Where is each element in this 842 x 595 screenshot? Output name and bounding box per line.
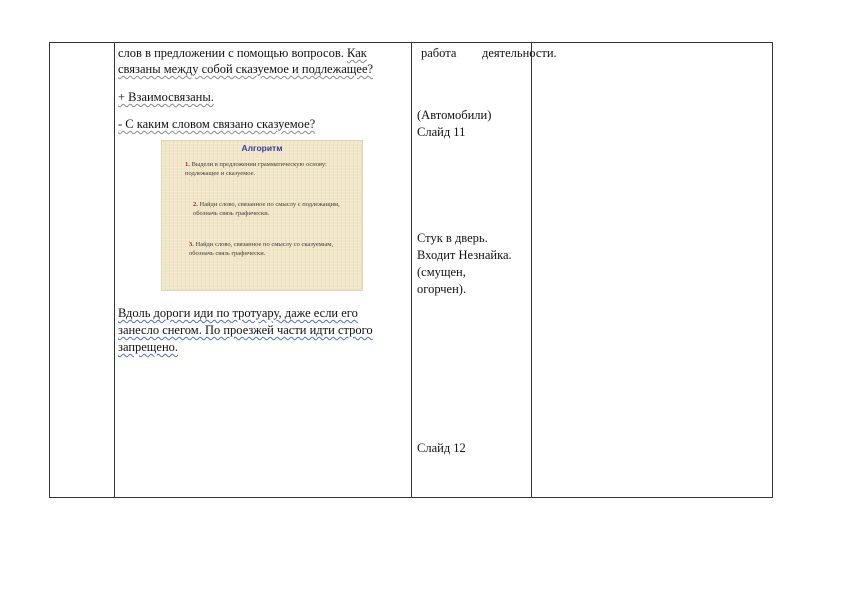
algorithm-step-3 — [189, 240, 349, 258]
algorithm-slide-image — [161, 140, 363, 291]
algorithm-step-2 — [193, 200, 345, 218]
lesson-text-line-1 — [118, 45, 367, 61]
answer-text: + Взаимосвязаны. — [118, 90, 214, 104]
table-col-border-2 — [114, 42, 115, 498]
slide-11-label: Слайд 11 — [417, 125, 466, 139]
algorithm-step-number: 3. — [189, 241, 194, 248]
question-text: - С каким словом связано сказуемое? — [118, 117, 316, 131]
mood-note-2: огорчен). — [417, 282, 467, 296]
cars-note: (Автомобили) — [417, 108, 492, 122]
enters-note: Входит Незнайка. — [417, 248, 512, 262]
slide-12-label: Слайд 12 — [417, 441, 466, 455]
algorithm-step-number: 2. — [193, 201, 198, 208]
rule-text-line-2: занесло снегом. По проезжей части идти строго — [118, 323, 373, 337]
algorithm-title: Алгоритм — [241, 143, 283, 153]
table-col-border-4 — [531, 42, 532, 498]
algorithm-step-1 — [185, 160, 345, 178]
lesson-text-plain: слов в предложении с помощью вопросов. — [118, 46, 348, 60]
table-col-border-1 — [49, 42, 50, 498]
algorithm-step-number: 1. — [185, 161, 190, 168]
activity-label: деятельности. — [482, 46, 557, 60]
table-col-border-5 — [772, 42, 773, 498]
algorithm-step-text: Найди слово, связанное по смыслу со сказуемым, обозначь связь графически. — [189, 241, 333, 257]
rule-text-line-3: запрещено. — [118, 340, 179, 354]
mood-note-1: (смущен, — [417, 265, 466, 279]
algorithm-step-text: Найди слово, связанное по смыслу с подлежащим, обозначь связь графически. — [193, 201, 340, 217]
algorithm-step-text: Выдели в предложении грамматическую основу: подлежащее и сказуемое. — [185, 161, 327, 177]
rule-text-line-1: Вдоль дороги иди по тротуару, даже если его — [118, 306, 358, 320]
lesson-question-start: Как — [347, 46, 367, 60]
knock-note: Стук в дверь. — [417, 231, 488, 245]
work-label: работа — [421, 46, 457, 60]
table-col-border-3 — [411, 42, 412, 498]
lesson-text-line-2: связаны между собой сказуемое и подлежащее? — [118, 62, 374, 76]
